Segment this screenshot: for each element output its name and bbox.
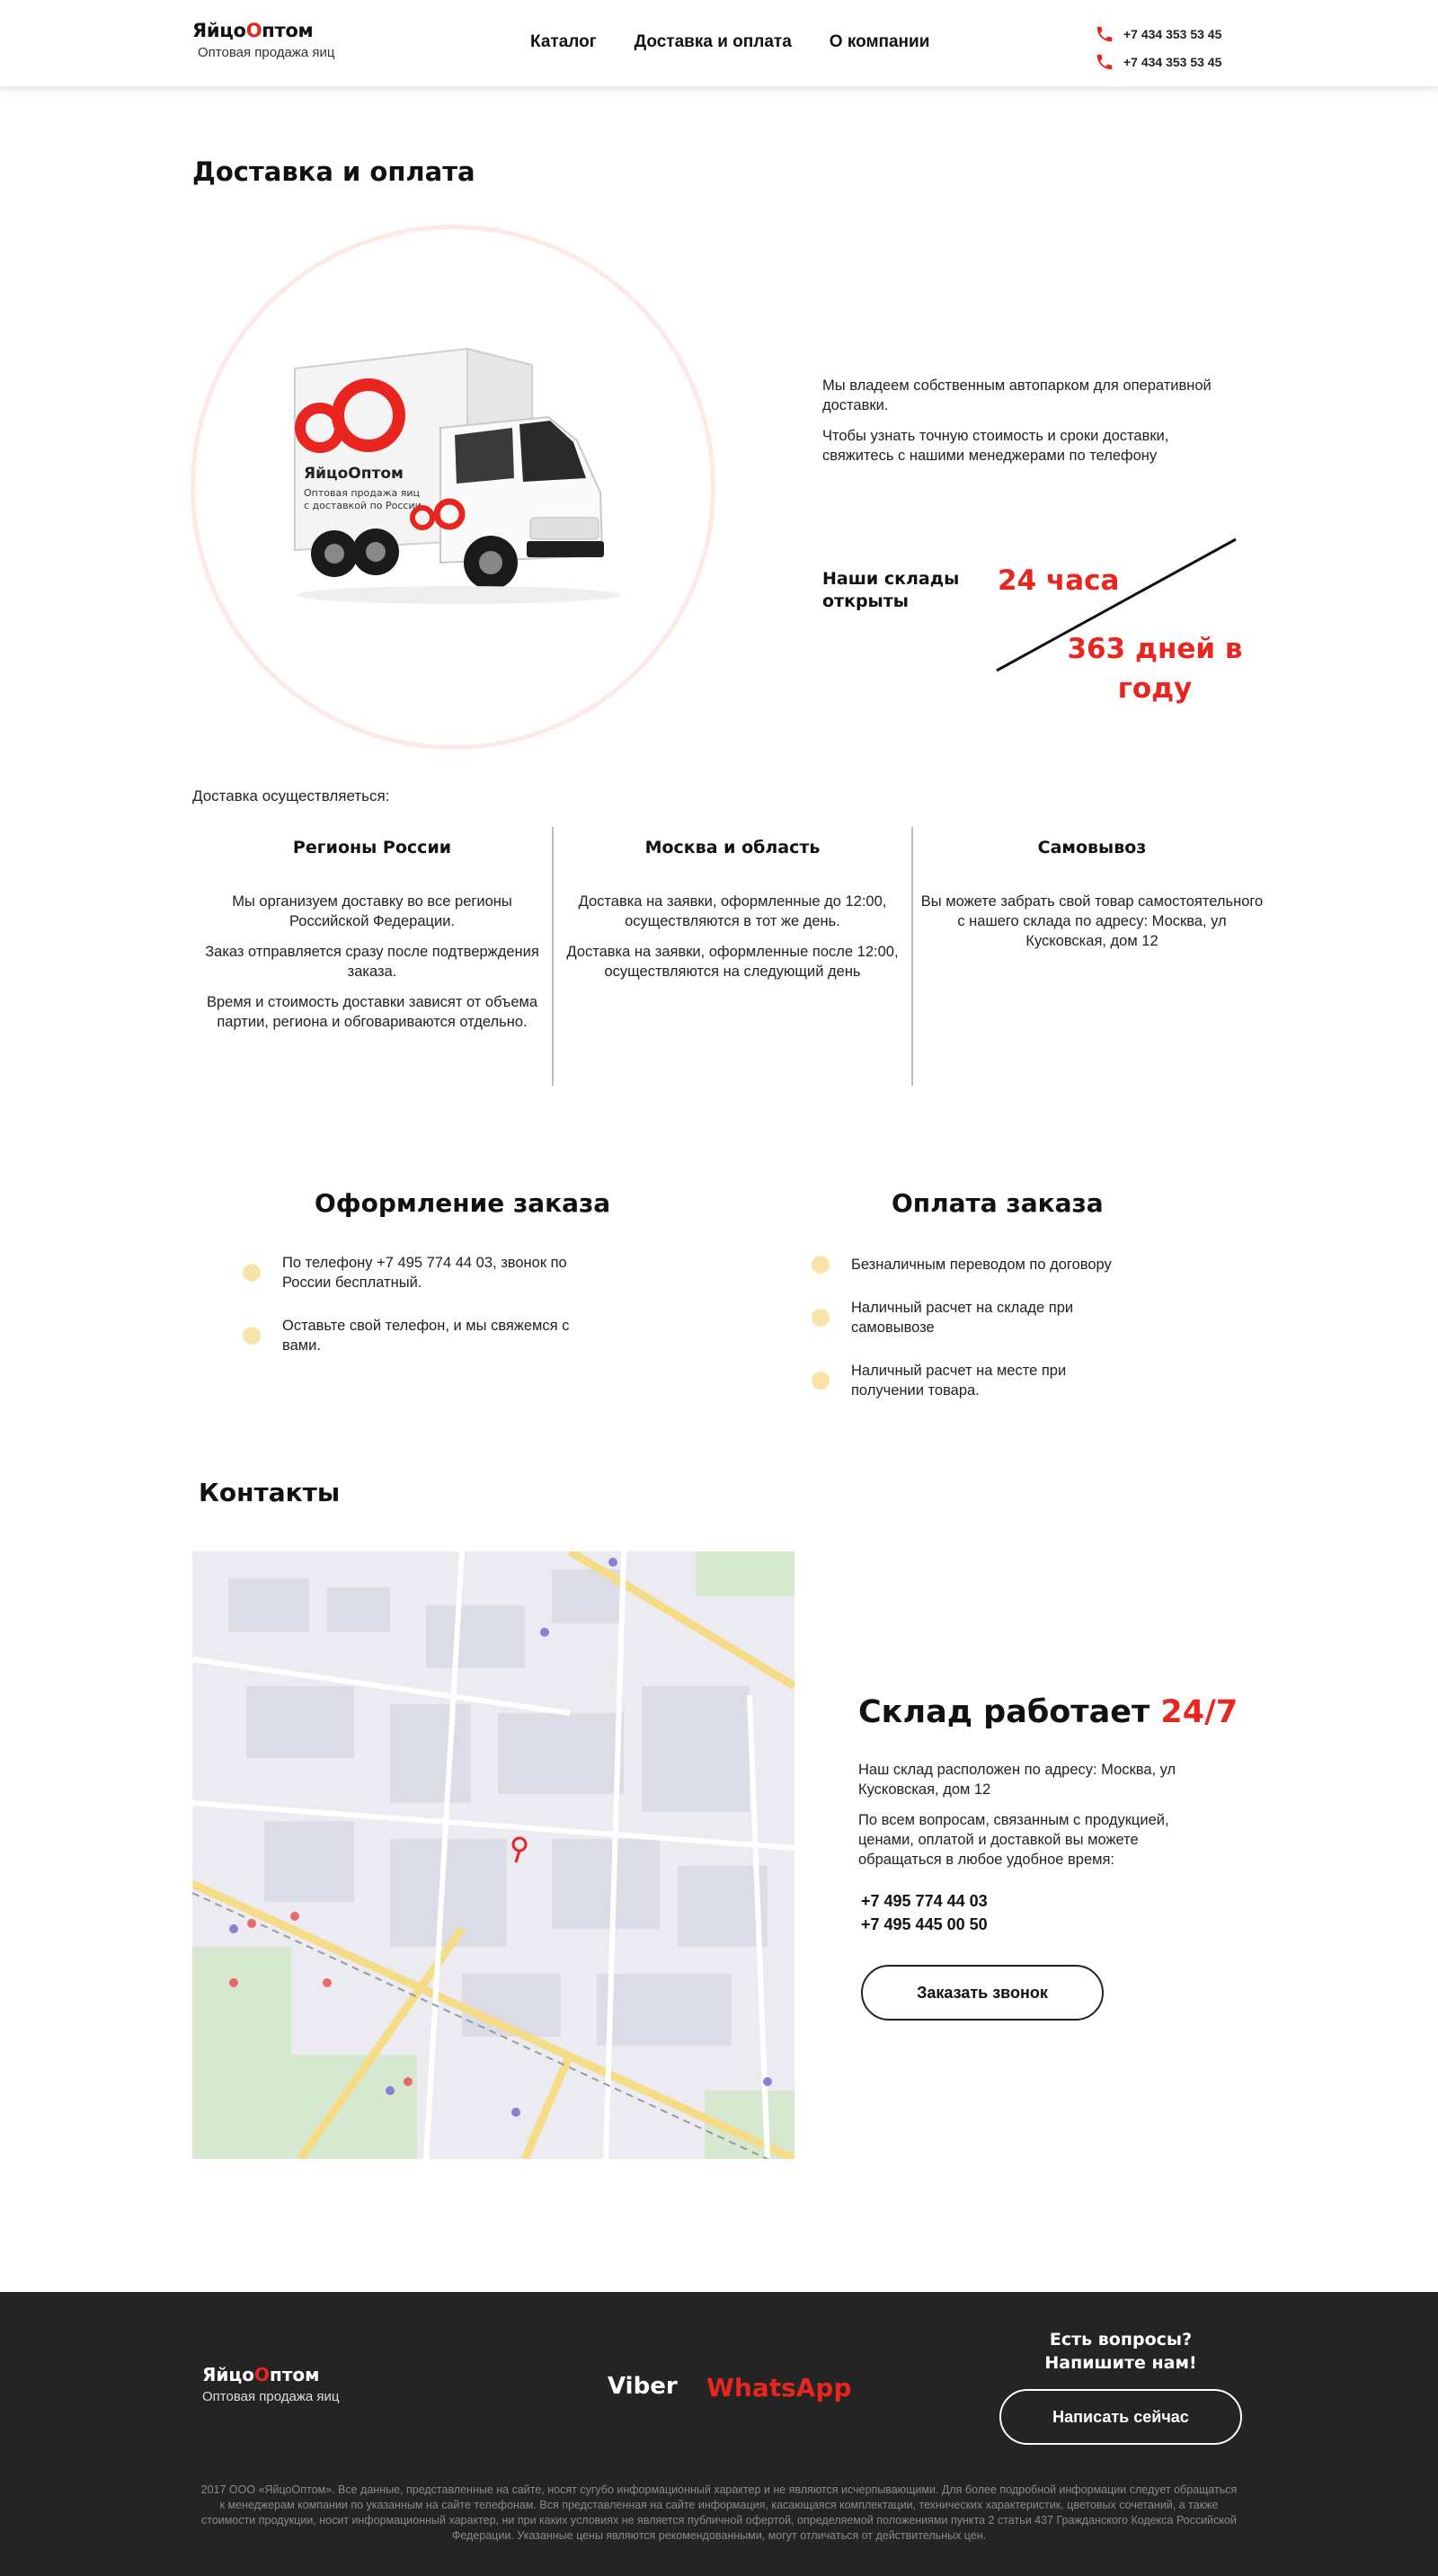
nav-item-delivery[interactable]: Доставка и оплата (634, 32, 792, 51)
bullet-dot (812, 1256, 830, 1274)
footer-logo-text-2: птом (270, 2364, 320, 2385)
contact-phone-1[interactable]: +7 495 774 44 03 (861, 1892, 988, 1910)
header-phone-text: +7 434 353 53 45 (1123, 54, 1222, 69)
contact-phones (861, 1889, 988, 1936)
delivery-col-regions (192, 827, 552, 1086)
site-header (0, 0, 1438, 86)
truck-brand: ЯйцоОптом (304, 465, 404, 483)
whatsapp-link[interactable]: WhatsApp (706, 2373, 852, 2403)
phone-icon (1095, 24, 1114, 44)
schedule-accent: 24/7 (1160, 1694, 1238, 1730)
hours-value: 24 часа (998, 564, 1120, 597)
delivery-title: Доставка и оплата (192, 156, 475, 187)
bullet-dot (243, 1264, 261, 1282)
days-value: 363 дней в году (1067, 633, 1243, 705)
main-nav (530, 32, 929, 52)
phone-icon (1095, 52, 1114, 72)
intro-text-1: Мы владеем собственным автопарком для оперативной доставки. (822, 378, 1212, 413)
delivery-columns (192, 827, 1271, 1086)
truck-caption-1: Оптовая продажа яиц (304, 487, 420, 499)
col-title: Москва и область (644, 838, 821, 857)
col-title: Самовывоз (1037, 838, 1147, 857)
logo-text-2: птом (262, 20, 314, 41)
bullet-dot (812, 1372, 830, 1390)
footer-logo[interactable] (202, 2364, 320, 2385)
delivery-intro (822, 376, 1218, 476)
col-text: Доставка на заявки, оформленные после 12:00, осуществляются на следующий день (566, 944, 899, 980)
copyright-text: 2017 ООО «ЯйцоОптом». Все данные, представленные на сайте, носят сугубо информационный характер и не являются исчерпывающими. Для более подробной информации следует обращаться к менеджерам компании по указанным на сайте телефонам. Вся представленная на сайте информация, касающаяся комплектации, технических характеристик, цветовых сочетаний, а также стоимости продукции, носит информационный характер, ни при каких условиях не является публичной офертой, определяемой положениями пункта 2 статьи 437 Гражданского Кодекса Российской Федерации. Указанные цены являются рекомендованными, могут отличаться от действительных цен. (200, 2483, 1238, 2542)
order-list (243, 1253, 593, 1355)
header-phone-text: +7 434 353 53 45 (1123, 26, 1222, 41)
delivery-col-moscow (552, 827, 911, 1086)
logo-subtitle: Оптовая продажа яиц (198, 45, 335, 60)
list-item (812, 1255, 1135, 1275)
nav-item-about[interactable]: О компании (829, 32, 930, 51)
payment-title: Оплата заказа (892, 1188, 1104, 1218)
location-map[interactable] (192, 1551, 794, 2159)
list-item (812, 1298, 1135, 1337)
footer-logo-subtitle: Оптовая продажа яиц (202, 2389, 340, 2404)
delivery-col-pickup (911, 827, 1271, 1086)
logo-text-accent: О (245, 20, 262, 41)
intro-text-2: Чтобы узнать точную стоимость и сроки доставки, свяжитесь с нашими менеджерами по телефону (822, 428, 1169, 464)
contact-info (858, 1760, 1209, 1880)
order-title: Оформление заказа (315, 1188, 611, 1218)
contacts-title: Контакты (199, 1478, 341, 1507)
schedule-heading (858, 1694, 1238, 1730)
site-footer (0, 2292, 1438, 2576)
schedule-text: Склад работает (858, 1694, 1161, 1730)
footer-logo-accent: О (253, 2364, 270, 2385)
logo[interactable] (192, 20, 313, 41)
list-item-text: Наличный расчет на складе при самовывозе (851, 1300, 1074, 1336)
payment-list (812, 1255, 1135, 1400)
col-text: Заказ отправляется сразу после подтверждения заказа. (205, 944, 539, 980)
contact-questions: По всем вопросам, связанным с продукцией, ценами, оплатой и доставкой вы можете обращаться в любое удобное время: (858, 1812, 1169, 1868)
col-text: Доставка на заявки, оформленные до 12:00, осуществляются в тот же день. (578, 893, 887, 929)
viber-link[interactable]: Viber (608, 2373, 678, 2400)
map-graphic (192, 1551, 794, 2159)
contact-address: Наш склад расположен по адресу: Москва, ул Кусковская, дом 12 (858, 1762, 1176, 1798)
footer-questions: Есть вопросы? Напишите нам! (1044, 2330, 1197, 2373)
list-item-text: По телефону +7 495 774 44 03, звонок по России бесплатный. (282, 1255, 567, 1291)
list-item (243, 1316, 593, 1355)
col-text: Вы можете забрать свой товар самостоятельного с нашего склада по адресу: Москва, ул Кусковская, дом 12 (920, 893, 1264, 949)
contact-phone-2[interactable]: +7 495 445 00 50 (861, 1915, 988, 1933)
stores-label: Наши склады открыты (822, 569, 960, 611)
truck-image (288, 342, 629, 611)
footer-logo-text-1: Яйцо (202, 2364, 254, 2385)
header-phone-2[interactable] (1095, 48, 1221, 76)
delivery-note: Доставка осуществляеться: (192, 787, 390, 804)
nav-item-catalog[interactable]: Каталог (530, 32, 597, 51)
bullet-dot (243, 1327, 261, 1345)
list-item-text: Оставьте свой телефон, и мы свяжемся с вами. (282, 1318, 570, 1354)
col-title: Регионы России (292, 838, 452, 857)
order-call-button[interactable]: Заказать звонок (861, 1965, 1104, 2021)
col-text: Время и стоимость доставки зависят от объема партии, региона и обговариваются отдельно. (206, 994, 538, 1030)
list-item (243, 1253, 593, 1292)
truck-caption-2: с доставкой по России (304, 500, 422, 511)
list-item-text: Безналичным переводом по договору (851, 1257, 1112, 1273)
write-now-button[interactable]: Написать сейчас (999, 2389, 1242, 2445)
header-phone-1[interactable] (1095, 20, 1221, 48)
list-item (812, 1361, 1135, 1400)
bullet-dot (812, 1309, 830, 1327)
list-item-text: Наличный расчет на месте при получении товара. (851, 1363, 1067, 1399)
header-phones (1095, 20, 1221, 76)
col-text: Мы организуем доставку во все регионы Российской Федерации. (232, 893, 512, 929)
logo-text-1: Яйцо (192, 20, 246, 41)
